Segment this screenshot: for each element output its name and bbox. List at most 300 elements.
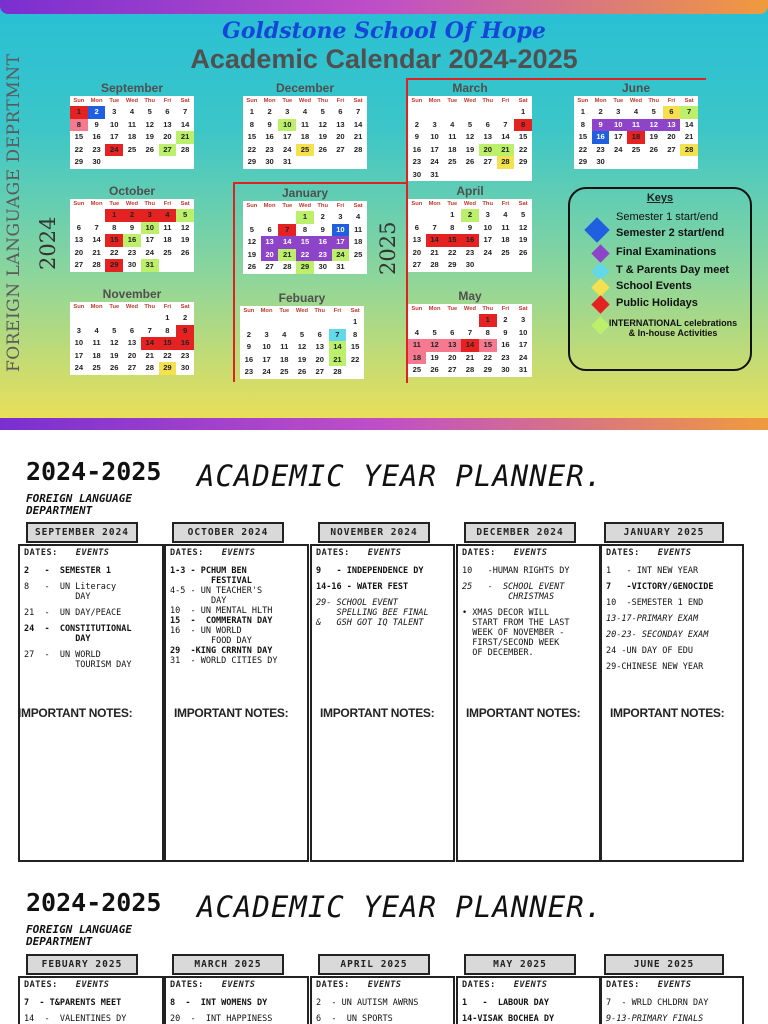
day-cell: 18: [448, 144, 457, 154]
month-name: June: [621, 81, 650, 95]
day-cell: 8: [302, 224, 308, 234]
keys-legend: [568, 187, 752, 371]
day-cell: 26: [430, 365, 439, 374]
weekday-label: Sat: [180, 201, 190, 207]
weekday-label: Sat: [518, 98, 528, 104]
key-label: School Events: [616, 280, 692, 292]
day-cell: 9: [467, 222, 473, 232]
day-cell: 10: [262, 342, 271, 351]
day-cell: 30: [318, 262, 327, 271]
weekday-label: Sat: [180, 98, 190, 104]
day-cell: 19: [649, 132, 658, 141]
events-box: [310, 544, 455, 862]
day-cell: 23: [465, 247, 475, 257]
empty-day: [479, 106, 497, 119]
day-cell: 24: [74, 363, 84, 372]
day-cell: 23: [314, 249, 332, 262]
event-entry: 1 - INT NEW YEAR: [606, 566, 699, 576]
events-label: EVENTS: [367, 548, 402, 558]
day-cell: 25: [296, 144, 314, 157]
day-cell: 11: [501, 222, 510, 232]
school-name: Goldstone School Of Hope: [222, 18, 546, 44]
day-cell: 16: [244, 354, 254, 364]
day-cell: 6: [485, 119, 490, 129]
weekday-label: Fri: [501, 98, 510, 104]
day-cell: 2: [320, 212, 325, 221]
divider-line: [233, 182, 408, 184]
empty-day: [258, 316, 276, 329]
planner-title: ACADEMIC YEAR PLANNER.: [197, 459, 604, 493]
events-box: [310, 976, 455, 1024]
events-header: [602, 546, 742, 560]
day-cell: 19: [145, 132, 154, 141]
day-cell: 13: [127, 338, 137, 347]
day-cell: 7: [94, 222, 99, 232]
day-cell: 20: [336, 132, 345, 141]
day-cell: 2: [88, 106, 106, 119]
day-cell: 28: [333, 367, 342, 376]
day-cell: 2: [503, 315, 508, 324]
day-cell: 11: [280, 342, 289, 351]
weekday-label: Wed: [463, 306, 477, 312]
month-march: [408, 80, 532, 181]
weekday-label: Sat: [180, 304, 190, 310]
day-cell: 24: [430, 157, 439, 166]
weekday-label: Sun: [73, 201, 85, 207]
event-entry: 14 - VALENTINES DY: [24, 1014, 127, 1024]
day-cell: 14: [329, 341, 347, 354]
day-cell: 1: [450, 210, 455, 219]
day-cell: 10: [518, 327, 528, 337]
day-cell: 7: [680, 106, 698, 119]
day-cell: 8: [165, 325, 170, 335]
day-cell: 27: [412, 260, 422, 269]
weekday-label: Thu: [144, 98, 156, 104]
weekday-label: Sat: [353, 203, 363, 209]
day-cell: 19: [318, 132, 327, 141]
day-cell: 10: [332, 224, 350, 237]
day-cell: 18: [280, 354, 289, 364]
event-entry: 7 - T&PARENTS MEET: [24, 998, 122, 1008]
day-cell: 15: [578, 132, 588, 141]
day-cell: 26: [145, 144, 154, 154]
month-tab: FEBUARY 2025: [26, 954, 138, 975]
day-cell: 5: [147, 107, 152, 116]
day-cell: 25: [448, 157, 457, 166]
month-name: Febuary: [278, 291, 326, 305]
day-cell: 14: [501, 132, 510, 141]
important-notes-label: IMPORTANT NOTES:: [320, 706, 435, 720]
weekday-label: Tue: [447, 98, 458, 104]
day-cell: 12: [247, 237, 257, 246]
empty-day: [278, 211, 296, 224]
month-tab: SEPTEMBER 2024: [26, 522, 138, 543]
day-cell: 30: [92, 157, 101, 166]
weekday-label: Wed: [298, 203, 312, 209]
weekday-label: Sat: [353, 98, 363, 104]
events-label: EVENTS: [75, 548, 110, 558]
month-tab: DECEMBER 2024: [464, 522, 576, 543]
weekday-label: Mon: [428, 306, 441, 312]
month-day-grid: [408, 199, 532, 272]
events-header: [312, 978, 453, 992]
day-cell: 11: [627, 119, 645, 132]
key-label: Final Examinations: [616, 246, 717, 258]
weekday-label: Sun: [73, 304, 85, 310]
day-cell: 27: [315, 367, 324, 376]
event-entry: 13-17-PRIMARY EXAM: [606, 614, 699, 624]
dates-label: DATES:: [462, 548, 496, 558]
day-cell: 4: [129, 107, 135, 116]
day-cell: 21: [465, 352, 475, 362]
weekday-label: Thu: [648, 98, 660, 104]
day-cell: 24: [145, 247, 154, 257]
day-cell: 23: [244, 367, 254, 376]
month-name: May: [458, 289, 482, 303]
day-cell: 12: [426, 339, 444, 352]
day-cell: 9: [503, 327, 508, 337]
day-cell: 2: [123, 209, 141, 222]
weekday-label: Sun: [411, 306, 423, 312]
day-cell: 22: [350, 354, 360, 364]
day-cell: 1: [521, 107, 526, 116]
day-cell: 21: [92, 247, 101, 257]
day-cell: 25: [280, 367, 289, 376]
weekday-label: Fri: [501, 201, 510, 207]
weekday-label: Sat: [518, 306, 528, 312]
weekday-label: Wed: [463, 98, 477, 104]
day-cell: 19: [430, 352, 439, 362]
day-cell: 31: [336, 262, 345, 271]
department-side-label: FOREIGN LANGUAGE DEPRTMNT: [4, 53, 24, 372]
day-cell: 1: [70, 106, 88, 119]
day-cell: 19: [297, 354, 307, 364]
day-cell: 4: [633, 107, 639, 116]
day-cell: 3: [432, 119, 437, 129]
events-box: [164, 976, 309, 1024]
day-cell: 11: [127, 119, 136, 129]
day-cell: 19: [180, 235, 190, 244]
day-cell: 6: [414, 222, 419, 232]
day-cell: 3: [616, 107, 621, 116]
day-cell: 12: [145, 119, 154, 129]
month-tab: JUNE 2025: [604, 954, 724, 975]
events-label: EVENTS: [221, 980, 256, 990]
month-tab: MARCH 2025: [172, 954, 284, 975]
day-cell: 27: [74, 260, 84, 269]
event-entry: 2 - UN AUTISM AWRNS: [316, 998, 419, 1008]
month-name: December: [275, 81, 335, 95]
weekday-label: Tue: [447, 201, 458, 207]
month-tab: MAY 2025: [464, 954, 576, 975]
day-cell: 17: [110, 132, 119, 141]
day-cell: 7: [503, 119, 508, 129]
day-cell: 9: [592, 119, 610, 132]
month-name: April: [456, 184, 484, 198]
day-cell: 26: [180, 247, 190, 257]
event-entry: 10 - UN MENTAL HLTH: [170, 606, 273, 616]
empty-day: [461, 314, 479, 327]
day-cell: 30: [465, 260, 475, 269]
month-name: November: [102, 287, 162, 301]
day-cell: 18: [163, 235, 172, 244]
day-cell: 7: [147, 325, 152, 335]
day-cell: 9: [246, 342, 251, 351]
events-box: [600, 976, 744, 1024]
day-cell: 25: [412, 365, 422, 374]
day-cell: 1: [165, 313, 170, 322]
weekday-label: Sat: [518, 201, 528, 207]
weekday-label: Mon: [90, 98, 103, 104]
key-label: Semester 2 start/end: [616, 227, 725, 239]
day-cell: 6: [267, 224, 272, 234]
day-cell: 18: [627, 131, 645, 144]
day-cell: 13: [443, 339, 461, 352]
day-cell: 6: [450, 327, 455, 337]
day-cell: 3: [338, 212, 343, 221]
day-cell: 11: [408, 339, 426, 352]
weekday-label: Fri: [163, 201, 172, 207]
day-cell: 22: [448, 247, 457, 257]
empty-day: [105, 312, 123, 325]
important-notes-label: IMPORTANT NOTES:: [466, 706, 581, 720]
month-day-grid: [70, 199, 194, 272]
month-day-grid: [70, 96, 194, 169]
empty-day: [141, 312, 159, 325]
day-cell: 26: [110, 363, 119, 372]
empty-day: [497, 106, 515, 119]
day-cell: 27: [127, 363, 137, 372]
weekday-label: Tue: [282, 98, 293, 104]
events-box: [164, 544, 309, 862]
day-cell: 14: [141, 337, 159, 350]
day-cell: 13: [261, 236, 279, 249]
month-name: March: [452, 81, 488, 95]
day-cell: 27: [448, 365, 457, 374]
keys-title: Keys: [646, 192, 674, 204]
day-cell: 14: [353, 119, 363, 129]
day-cell: 29: [247, 157, 257, 166]
day-cell: 4: [159, 209, 177, 222]
day-cell: 28: [180, 144, 190, 154]
weekday-label: Sat: [350, 308, 360, 314]
event-entry: • XMAS DECOR WILL START FROM THE LAST WEEK OF NOVEMBER - FIRST/SECOND WEEK OF DECEMBER.: [462, 608, 570, 658]
planner-department: FOREIGN LANGUAGE DEPARTMENT: [26, 923, 132, 948]
day-cell: 2: [598, 107, 603, 116]
day-cell: 29: [105, 259, 123, 272]
day-cell: 31: [141, 259, 159, 272]
empty-day: [293, 316, 311, 329]
key-swatch-icon: [591, 244, 609, 262]
day-cell: 24: [262, 367, 271, 376]
day-cell: 2: [414, 119, 419, 129]
events-label: EVENTS: [513, 980, 548, 990]
day-cell: 23: [180, 350, 190, 360]
month-december: [243, 80, 367, 169]
day-cell: 7: [278, 224, 296, 237]
day-cell: 13: [663, 119, 681, 132]
day-cell: 18: [127, 132, 137, 141]
day-cell: 22: [483, 352, 492, 362]
dates-label: DATES:: [462, 980, 496, 990]
dates-label: DATES:: [606, 980, 640, 990]
day-cell: 25: [92, 363, 101, 372]
day-cell: 17: [430, 144, 439, 154]
day-cell: 22: [578, 144, 588, 154]
weekday-label: Wed: [295, 308, 309, 314]
year-planner-1: [0, 430, 768, 870]
day-cell: 21: [430, 247, 439, 257]
weekday-label: Fri: [163, 304, 172, 310]
weekday-label: Sat: [684, 98, 694, 104]
year-planner-2: [0, 860, 768, 1024]
day-cell: 17: [332, 236, 350, 249]
events-box: [456, 976, 601, 1024]
day-cell: 3: [76, 325, 81, 335]
weekday-label: Wed: [125, 98, 139, 104]
day-cell: 10: [74, 338, 84, 347]
day-cell: 31: [518, 365, 528, 374]
day-cell: 4: [414, 327, 419, 337]
day-cell: 15: [443, 234, 461, 247]
event-entry: 25 - SCHOOL EVENT CHRISTMAS: [462, 582, 565, 602]
key-label: Public Holidays: [616, 297, 698, 309]
day-cell: 15: [105, 234, 123, 247]
day-cell: 30: [180, 363, 190, 372]
day-cell: 27: [265, 262, 274, 271]
weekday-label: Thu: [317, 98, 329, 104]
day-cell: 27: [667, 144, 676, 154]
poster-top-bar: [0, 0, 768, 14]
events-box: [456, 544, 601, 862]
day-cell: 28: [497, 156, 515, 169]
month-tab: OCTOBER 2024: [172, 522, 284, 543]
day-cell: 5: [299, 329, 305, 339]
day-cell: 15: [518, 132, 528, 141]
empty-day: [408, 209, 426, 222]
day-cell: 19: [247, 249, 257, 259]
day-cell: 18: [300, 132, 310, 141]
day-cell: 5: [521, 210, 526, 219]
day-cell: 5: [176, 209, 194, 222]
day-cell: 6: [317, 329, 322, 339]
day-cell: 13: [315, 342, 324, 351]
day-cell: 20: [127, 350, 137, 360]
day-cell: 13: [412, 235, 422, 244]
weekday-label: Mon: [594, 98, 607, 104]
dates-label: DATES:: [316, 980, 350, 990]
day-cell: 16: [412, 144, 422, 154]
day-cell: 8: [112, 222, 117, 232]
empty-day: [426, 314, 444, 327]
day-cell: 5: [651, 107, 656, 116]
day-cell: 14: [684, 119, 694, 129]
day-cell: 23: [127, 247, 137, 257]
day-cell: 23: [92, 144, 101, 154]
day-cell: 14: [180, 119, 190, 129]
day-cell: 4: [94, 325, 99, 335]
weekday-label: Tue: [613, 98, 624, 104]
day-cell: 15: [74, 132, 84, 141]
event-entry: 16 - UN WORLD FOOD DAY: [170, 626, 252, 646]
empty-day: [443, 314, 461, 327]
day-cell: 20: [261, 249, 279, 262]
event-entry: 8 - UN Literacy DAY: [24, 582, 117, 602]
day-cell: 17: [483, 235, 492, 244]
weekday-label: Tue: [109, 201, 120, 207]
day-cell: 6: [165, 107, 170, 116]
day-cell: 22: [247, 144, 257, 154]
weekday-label: Fri: [501, 306, 510, 312]
day-cell: 4: [503, 210, 508, 219]
empty-day: [443, 106, 461, 119]
event-entry: 10 -HUMAN RIGHTS DY: [462, 566, 570, 576]
day-cell: 30: [127, 260, 137, 269]
day-cell: 11: [354, 224, 363, 234]
day-cell: 10: [483, 222, 492, 232]
empty-day: [123, 312, 141, 325]
day-cell: 20: [448, 352, 457, 362]
day-cell: 11: [300, 119, 309, 129]
day-cell: 15: [350, 342, 360, 351]
day-cell: 22: [518, 144, 528, 154]
weekday-label: Mon: [90, 304, 103, 310]
event-entry: 1 - LABOUR DAY: [462, 998, 549, 1008]
events-header: [166, 978, 307, 992]
weekday-label: Wed: [125, 201, 139, 207]
event-entry: 15 - COMMERATN DAY: [170, 616, 273, 626]
event-entry: 1-3 - PCHUM BEN FESTIVAL: [170, 566, 252, 586]
weekday-label: Sun: [577, 98, 589, 104]
day-cell: 1: [580, 107, 585, 116]
day-cell: 30: [596, 157, 605, 166]
day-cell: 2: [267, 107, 272, 116]
day-cell: 1: [249, 107, 254, 116]
day-cell: 9: [94, 119, 99, 129]
day-cell: 28: [680, 144, 698, 157]
day-cell: 23: [412, 157, 422, 166]
month-april: [408, 183, 532, 272]
day-cell: 10: [110, 119, 119, 129]
empty-day: [70, 312, 88, 325]
day-cell: 9: [414, 132, 419, 141]
month-day-grid: [408, 304, 532, 377]
day-cell: 11: [92, 338, 101, 347]
day-cell: 30: [501, 365, 510, 374]
day-cell: 15: [296, 236, 314, 249]
event-entry: 29- SCHOOL EVENT SPELLING BEE FINAL & GSH GOT IQ TALENT: [316, 598, 429, 628]
day-cell: 29: [296, 261, 314, 274]
day-cell: 10: [430, 132, 439, 141]
events-header: [166, 546, 307, 560]
weekday-label: Tue: [109, 98, 120, 104]
day-cell: 12: [180, 222, 190, 232]
day-cell: 28: [353, 144, 363, 154]
day-cell: 22: [74, 144, 84, 154]
day-cell: 29: [518, 157, 528, 166]
day-cell: 13: [483, 132, 492, 141]
day-cell: 16: [461, 234, 479, 247]
day-cell: 28: [465, 365, 475, 374]
events-box: [600, 544, 744, 862]
planner-year: 2024-2025: [26, 457, 162, 486]
day-cell: 17: [74, 350, 84, 360]
events-label: EVENTS: [367, 980, 402, 990]
day-cell: 7: [329, 329, 347, 342]
event-entry: 24 -UN DAY OF EDU: [606, 646, 693, 656]
dates-label: DATES:: [316, 548, 350, 558]
day-cell: 1: [105, 209, 123, 222]
